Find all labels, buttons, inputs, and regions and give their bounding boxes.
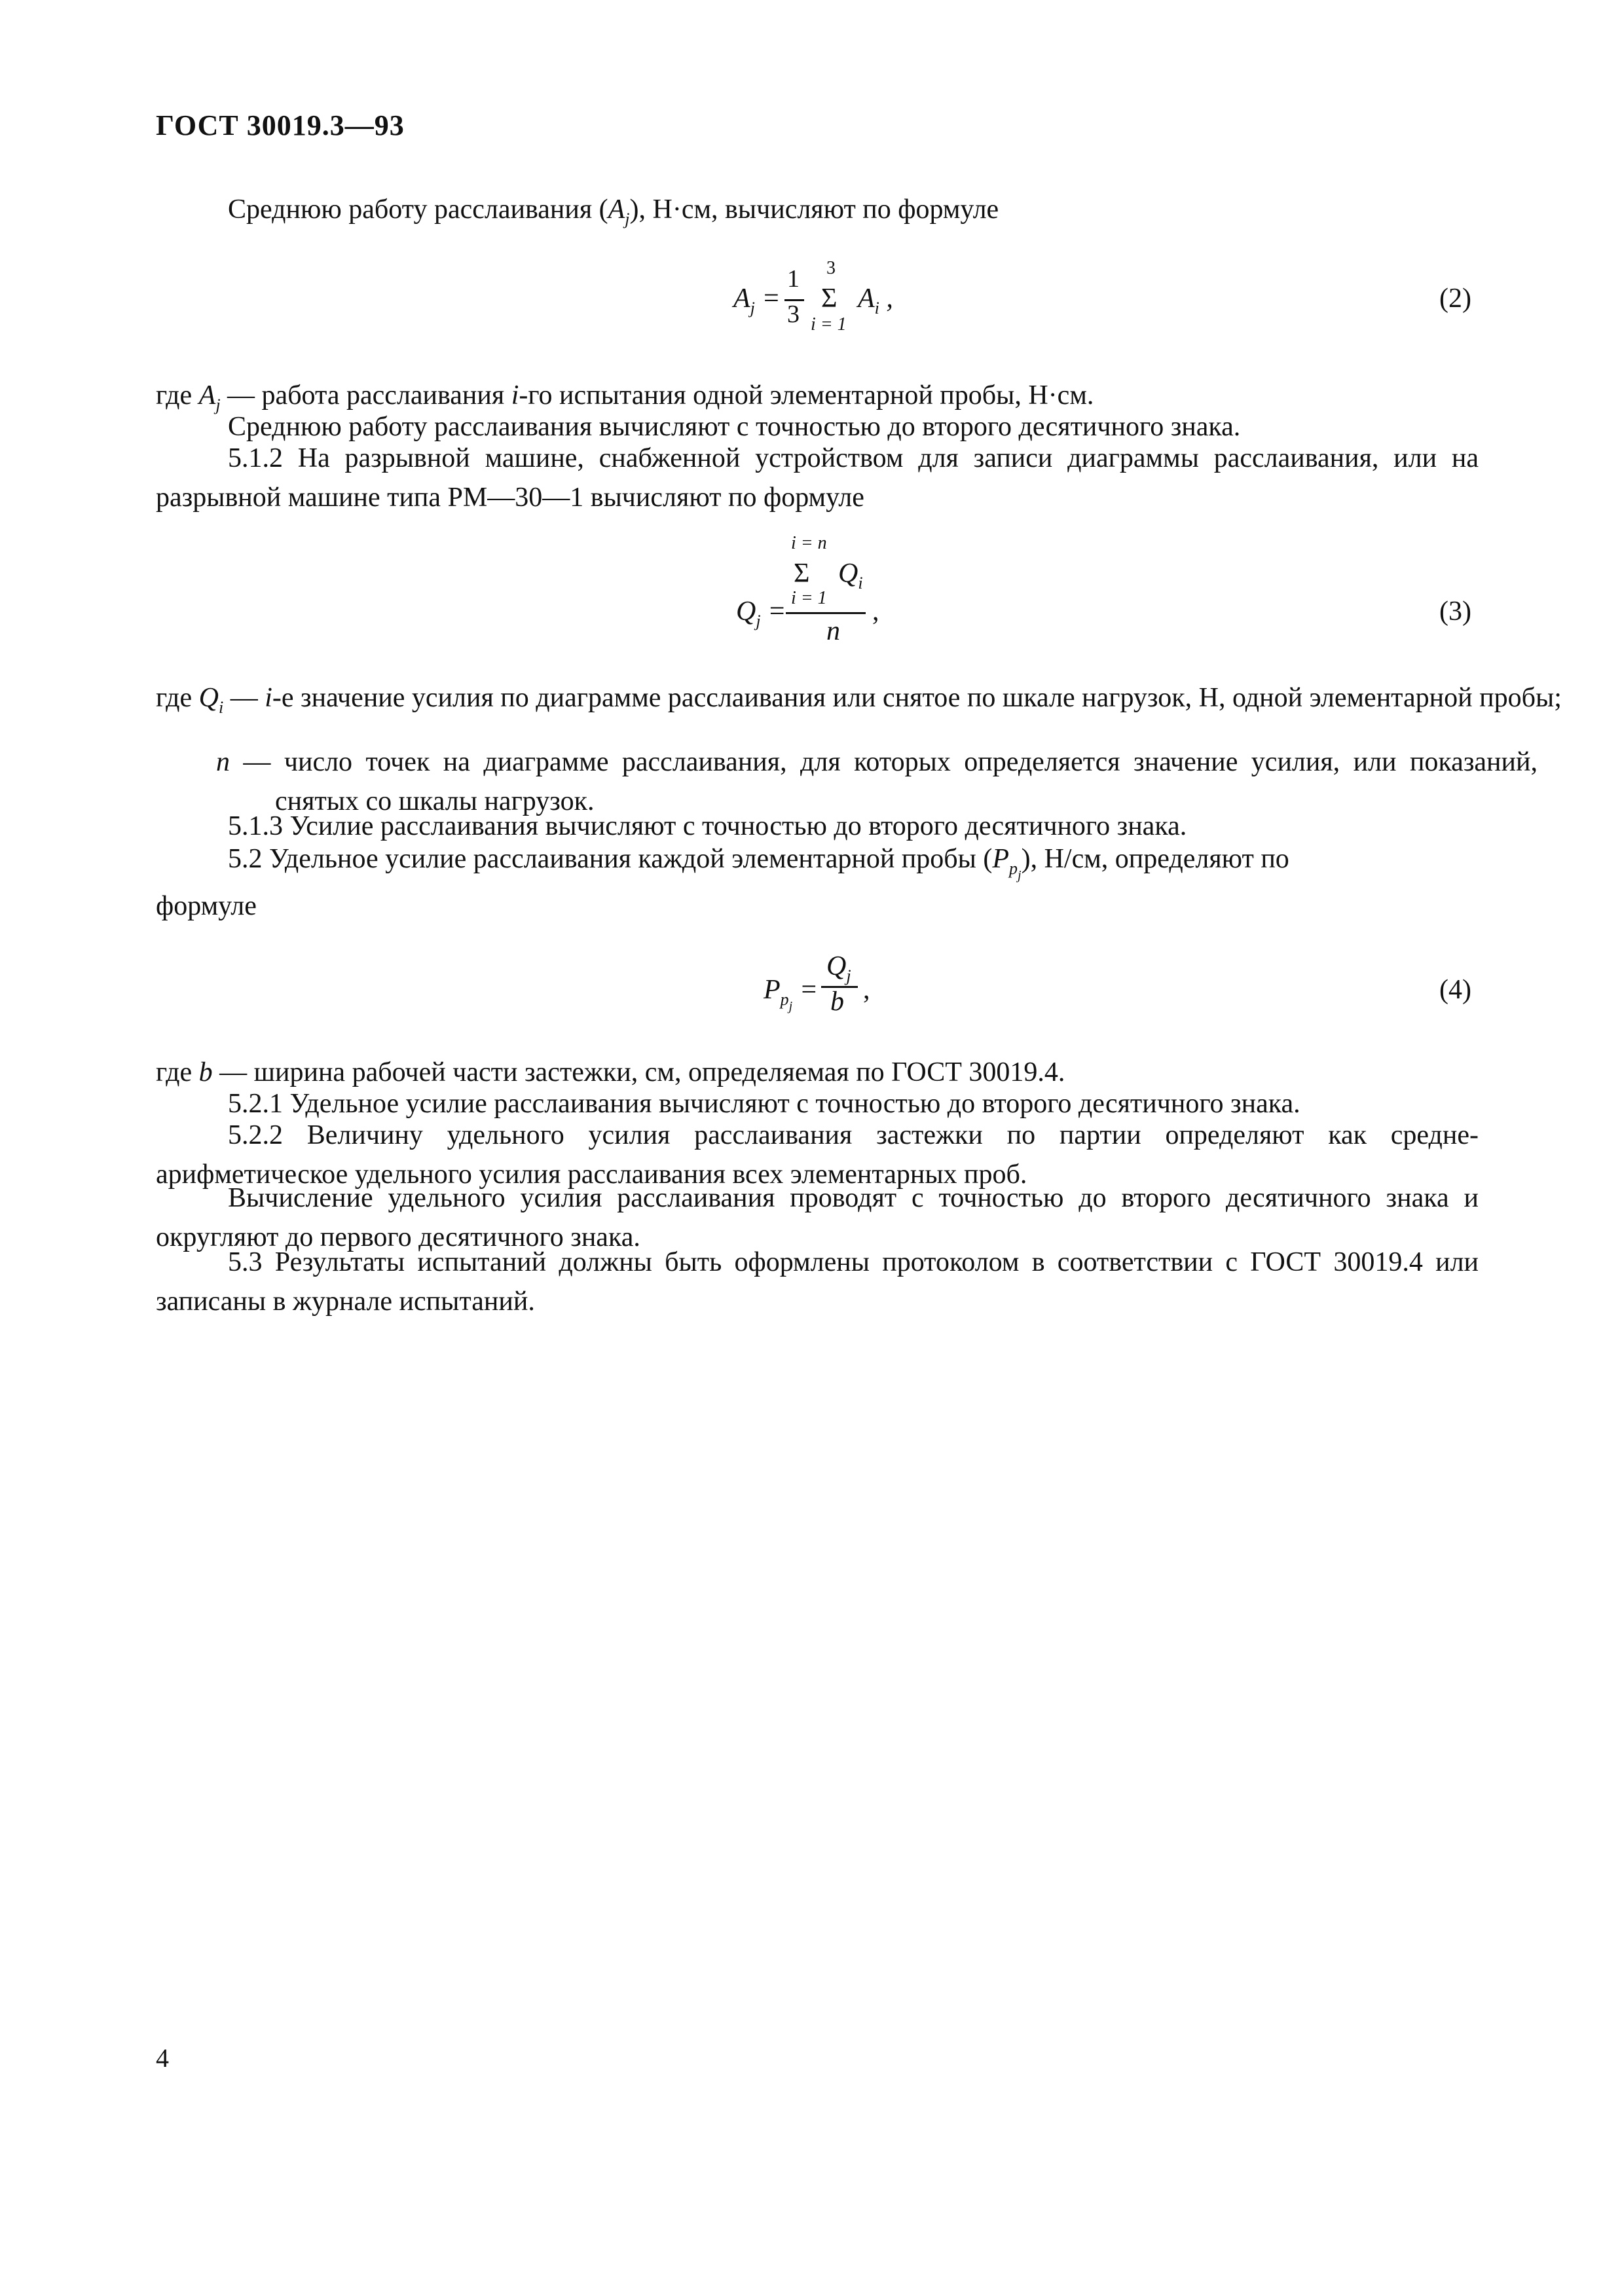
paragraph-5-2-2: 5.2.2 Величину удельного усилия расслаивания застежки по партии определяют как средне-арифметическое удельного усилия расслаивания всех элементарных проб.	[156, 1120, 1479, 1190]
paragraph-5-2-cont: формуле	[156, 891, 257, 921]
formula-4-num: $Q_j$	[826, 951, 851, 985]
sigma-icon: Σ	[794, 558, 810, 589]
equation-number-3: (3)	[1439, 596, 1471, 627]
formula-2-upper-limit: 3	[826, 258, 836, 278]
formula-2-lhs: $A_j$ =	[733, 283, 781, 318]
paragraph-5-2: 5.2 Удельное усилие расслаивания каждой элементарной пробы $(P_{p_j})$, Н/см, определяют по	[228, 844, 1289, 883]
definition-b: где b — ширина рабочей части застежки, см, определяемая по ГОСТ 30019.4.	[156, 1057, 1065, 1087]
page-number: 4	[156, 2043, 169, 2073]
formula-3-fraction-bar	[786, 612, 866, 614]
paragraph-accuracy-1: Среднюю работу расслаивания вычисляют с точностью до второго десятичного знака.	[228, 412, 1241, 442]
paragraph-calculation: Вычисление удельного усилия расслаивания проводят с точностью до второго десятичного знака и округляют до первого десятичного знака.	[156, 1183, 1479, 1252]
paragraph-5-3: 5.3 Результаты испытаний должны быть оформлены протоколом в соответствии с ГОСТ 30019.4 или записаны в журнале испытаний.	[156, 1247, 1479, 1317]
formula-3-lower-limit: i = 1	[791, 588, 827, 608]
paragraph-mean-work: Среднюю работу расслаивания $(A_j)$, Н·см, вычисляют по формуле	[228, 194, 999, 228]
formula-2-den: 3	[787, 301, 800, 328]
paragraph-5-1-3: 5.1.3 Усилие расслаивания вычисляют с точностью до второго десятичного знака.	[228, 811, 1187, 841]
definition-n: n — число точек на диаграмме расслаивания, для которых определяется значение усилия, или показаний, снятых со шкалы нагрузок.	[216, 747, 1538, 816]
sigma-icon: Σ	[821, 283, 838, 314]
equation-number-2: (2)	[1439, 283, 1471, 314]
formula-3-lhs: $Q_j$ =	[736, 596, 786, 630]
formula-4-comma: ,	[863, 975, 870, 1005]
paragraph-5-1-2: 5.1.2 На разрывной машине, снабженной устройством для записи диаграммы расслаивания, или на разрывной машине типа РМ—30—1 вычисляют по формуле	[156, 443, 1479, 513]
formula-3-den: n	[826, 616, 840, 646]
paragraph-5-2-1: 5.2.1 Удельное усилие расслаивания вычисляют с точностью до второго десятичного знака.	[228, 1089, 1300, 1119]
formula-4-lhs: $P_{p_j}$ =	[764, 975, 819, 1013]
equation-number-4: (4)	[1439, 975, 1471, 1005]
formula-2-num: 1	[787, 265, 800, 293]
formula-3-upper-limit: i = n	[791, 533, 827, 553]
formula-2-lower-limit: i = 1	[811, 314, 847, 335]
formula-3-comma: ,	[872, 596, 879, 627]
document-header: ГОСТ 30019.3—93	[156, 109, 405, 141]
definition-qi: где $Q_i$ — i-е значение усилия по диаграмме расслаивания или снятое по шкале нагрузок, Н, одной элементарной пробы;	[156, 683, 1562, 717]
definition-aj: где $A_j$ — работа расслаивания i-го испытания одной элементарной пробы, Н·см.	[156, 380, 1094, 414]
formula-3-term: $Q_i$	[838, 558, 863, 592]
formula-2-term: $A_i$ ,	[858, 283, 893, 318]
formula-4-den: b	[830, 987, 844, 1017]
